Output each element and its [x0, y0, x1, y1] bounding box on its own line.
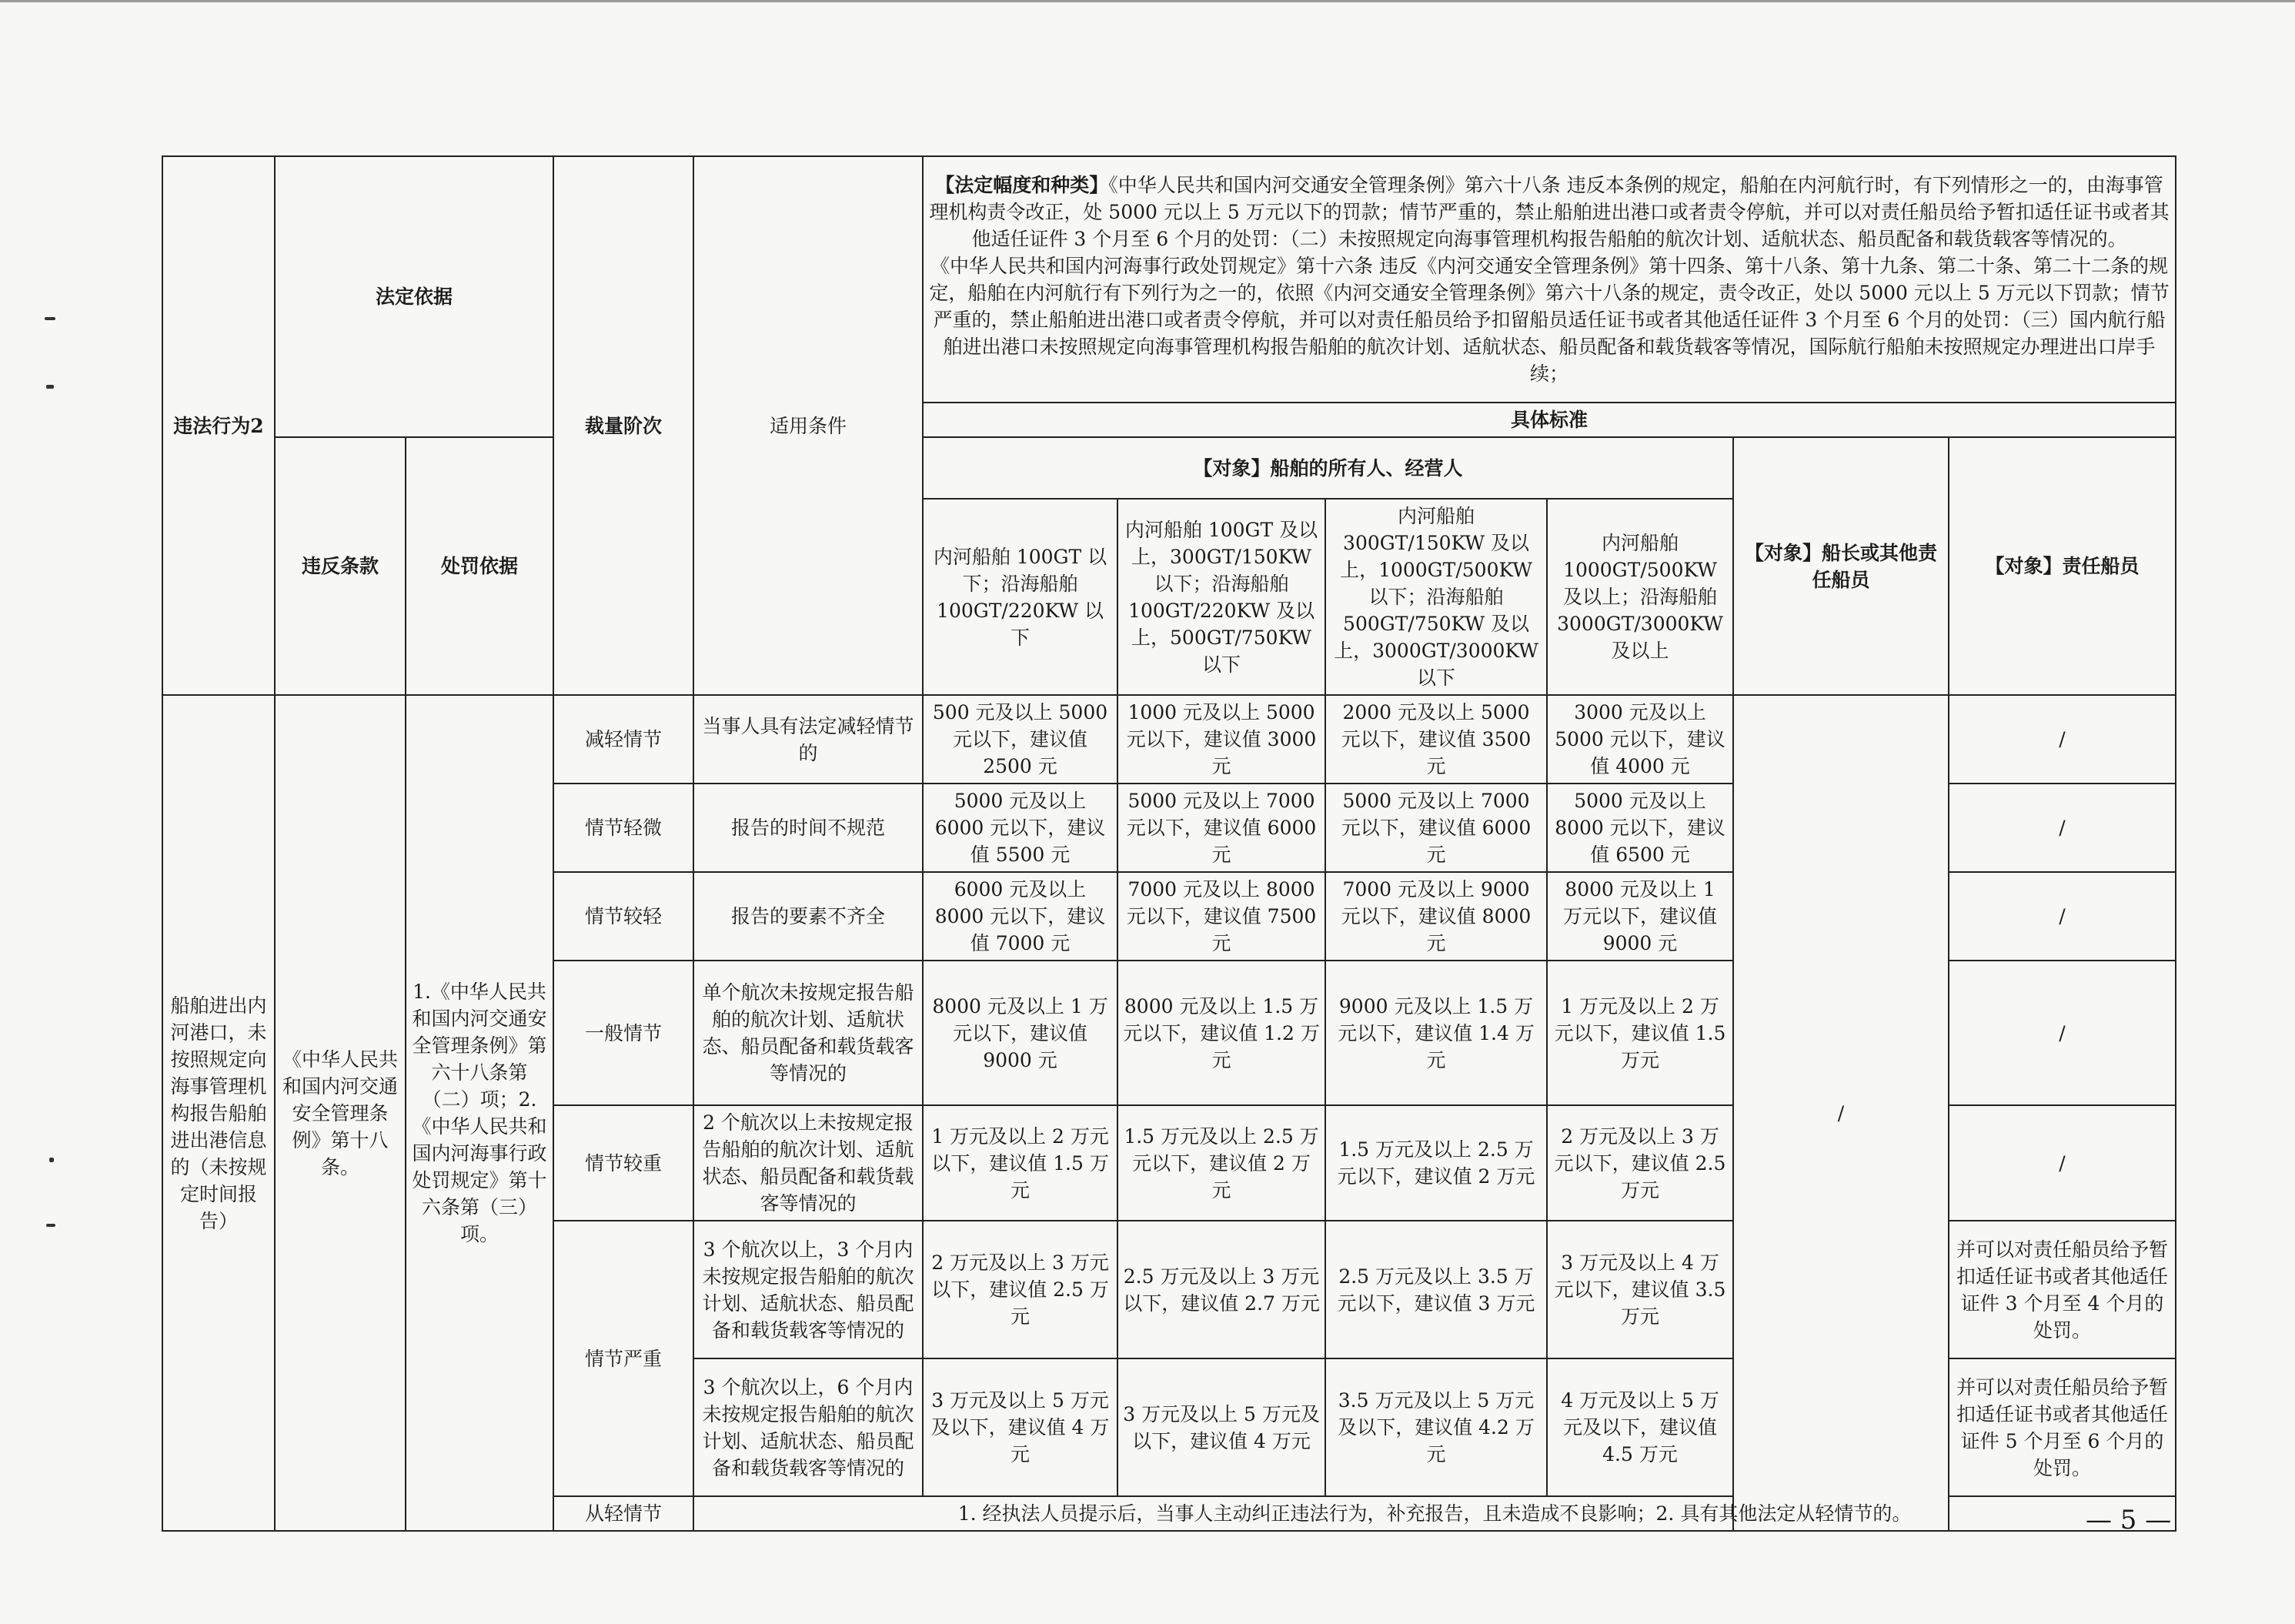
violated-clause: 《中华人民共和国内河交通安全管理条例》第十八条。 [275, 695, 406, 1531]
level-cell: 情节严重 [553, 1221, 693, 1496]
crew-cell: / [1949, 1105, 2176, 1221]
crew-cell: 并可以对责任船员给予暂扣适任证书或者其他适任证件 3 个月至 4 个月的处罚。 [1949, 1221, 2176, 1358]
penalty-standard-table [162, 155, 2176, 1532]
violated-clause-header: 违反条款 [275, 437, 406, 695]
amount-cell: 1.5 万元及以上 2.5 万元以下，建议值 2 万元 [1325, 1105, 1547, 1221]
target-crew-header: 【对象】责任船员 [1949, 437, 2176, 695]
condition-cell: 报告的要素不齐全 [693, 872, 923, 961]
amount-cell: 1.5 万元及以上 2.5 万元以下，建议值 2 万元 [1117, 1105, 1325, 1221]
top-border-line [0, 0, 2295, 2]
legal-text-p2: 《中华人民共和国内河海事行政处罚规定》第十六条 违反《内河交通安全管理条例》第十四条、第十八条、第十九条、第二十条、第二十二条的规定，船舶在内河航行有下列行为之一的，依照《内河交通安全管理条例》第六十八条的规定，责令改正，处以 5000 元以上 5 万元以下罚款；情节严重的，禁止船舶进出港口或者责令停航，并可以对责任船员给予扣留船员适任证书或者其他适任证件 3 个月至 6 个月的处罚：（三）国内航行船舶进出港口未按照规定向海事管理机构报告船舶的航次计划、适航状态、船员配备和载货载客等情况，国际航行船舶未按照规定办理进出口岸手续； [929, 255, 2170, 385]
applicable-conditions-header: 适用条件 [693, 156, 923, 695]
amount-cell: 500 元及以上 5000 元以下，建议值 2500 元 [923, 695, 1117, 784]
page-number: — 5 — [2086, 1505, 2172, 1535]
amount-cell: 8000 元及以上 1 万元以下，建议值 9000 元 [1547, 872, 1733, 961]
amount-cell: 9000 元及以上 1.5 万元以下，建议值 1.4 万元 [1325, 961, 1547, 1105]
crew-cell: / [1949, 872, 2176, 961]
amount-cell: 1 万元及以上 2 万元以下，建议值 1.5 万元 [923, 1105, 1117, 1221]
amount-cell: 1000 元及以上 5000 元以下，建议值 3000 元 [1117, 695, 1325, 784]
amount-cell: 3 万元及以上 5 万元及以下，建议值 4 万元 [923, 1358, 1117, 1496]
tonnage-class-4: 内河船舶 1000GT/500KW 及以上；沿海船舶 3000GT/3000KW 及以上 [1547, 499, 1733, 695]
level-cell: 从轻情节 [553, 1496, 693, 1531]
condition-cell: 3 个航次以上，6 个月内未按规定报告船舶的航次计划、适航状态、船员配备和载货载客等情况的 [693, 1358, 923, 1496]
amount-cell: 2 万元及以上 3 万元以下，建议值 2.5 万元 [923, 1221, 1117, 1358]
condition-cell: 报告的时间不规范 [693, 784, 923, 872]
specific-standards-header: 具体标准 [923, 403, 2176, 437]
condition-cell: 3 个航次以上，3 个月内未按规定报告船舶的航次计划、适航状态、船员配备和载货载客等情况的 [693, 1221, 923, 1358]
condition-cell: 单个航次未按规定报告船舶的航次计划、适航状态、船员配备和载货载客等情况的 [693, 961, 923, 1105]
amount-cell: 8000 元及以上 1.5 万元以下，建议值 1.2 万元 [1117, 961, 1325, 1105]
violation-description: 船舶进出内河港口，未按照规定向海事管理机构报告船舶进出港信息的（未按规定时间报告） [162, 695, 275, 1531]
penalty-basis: 1.《中华人民共和国内河交通安全管理条例》第六十八条第（二）项；2.《中华人民共和国内河海事行政处罚规定》第十六条第（三）项。 [406, 695, 553, 1531]
legal-range-label: 【法定幅度和种类】 [935, 174, 1109, 196]
margin-mark [46, 1224, 55, 1227]
table-row [162, 695, 2176, 784]
margin-mark [46, 385, 54, 389]
condition-cell: 2 个航次以上未按规定报告船舶的航次计划、适航状态、船员配备和载货载客等情况的 [693, 1105, 923, 1221]
amount-cell: 3.5 万元及以上 5 万元及以下，建议值 4.2 万元 [1325, 1358, 1547, 1496]
level-cell: 情节轻微 [553, 784, 693, 872]
condition-cell: 当事人具有法定减轻情节的 [693, 695, 923, 784]
amount-cell: 5000 元及以上 6000 元以下，建议值 5500 元 [923, 784, 1117, 872]
tonnage-class-1: 内河船舶 100GT 以下；沿海船舶 100GT/220KW 以下 [923, 499, 1117, 695]
crew-cell: 并可以对责任船员给予暂扣适任证书或者其他适任证件 5 个月至 6 个月的处罚。 [1949, 1358, 2176, 1496]
amount-cell: 5000 元及以上 7000 元以下，建议值 6000 元 [1117, 784, 1325, 872]
legal-basis-header: 法定依据 [275, 156, 553, 437]
level-cell: 情节较重 [553, 1105, 693, 1221]
level-cell: 一般情节 [553, 961, 693, 1105]
amount-cell: 3 万元及以上 5 万元及以下，建议值 4 万元 [1117, 1358, 1325, 1496]
amount-cell: 6000 元及以上 8000 元以下，建议值 7000 元 [923, 872, 1117, 961]
legal-basis-text [923, 156, 2176, 403]
tonnage-class-2: 内河船舶 100GT 及以上，300GT/150KW 以下；沿海船舶 100GT/220KW 及以上，500GT/750KW 以下 [1117, 499, 1325, 695]
legal-text-p1: 《中华人民共和国内河交通安全管理条例》第六十八条 违反本条例的规定，船舶在内河航行时，有下列情形之一的，由海事管理机构责令改正，处 5000 元以上 5 万元以下的罚款；情节严重的，禁止船舶进出港口或者责令停航，并可以对责任船员给予暂扣适任证书或者其他适任证件 3 个月至 6 个月的处罚：（二）未按照规定向海事管理机构报告船舶的航次计划、适航状态、船员配备和载货载客等情况的。 [929, 174, 2170, 250]
target-captain-header: 【对象】船长或其他责任船员 [1733, 437, 1949, 695]
amount-cell: 8000 元及以上 1 万元以下，建议值 9000 元 [923, 961, 1117, 1105]
level-cell: 减轻情节 [553, 695, 693, 784]
crew-cell: / [1949, 961, 2176, 1105]
lenient-text: 1. 经执法人员提示后，当事人主动纠正违法行为，补充报告，且未造成不良影响；2. 具有其他法定从轻情节的。 [693, 1496, 2176, 1531]
captain-value: / [1733, 695, 1949, 1531]
amount-cell: 1 万元及以上 2 万元以下，建议值 1.5 万元 [1547, 961, 1733, 1105]
target-owner-header: 【对象】船舶的所有人、经营人 [923, 437, 1733, 499]
amount-cell: 5000 元及以上 8000 元以下，建议值 6500 元 [1547, 784, 1733, 872]
margin-mark [49, 1158, 54, 1162]
margin-mark [45, 317, 55, 320]
amount-cell: 3000 元及以上 5000 元以下，建议值 4000 元 [1547, 695, 1733, 784]
crew-cell: / [1949, 784, 2176, 872]
crew-cell: / [1949, 695, 2176, 784]
level-cell: 情节较轻 [553, 872, 693, 961]
violation-title: 违法行为2 [162, 156, 275, 695]
amount-cell: 2.5 万元及以上 3.5 万元以下，建议值 3 万元 [1325, 1221, 1547, 1358]
penalty-basis-header: 处罚依据 [406, 437, 553, 695]
amount-cell: 3 万元及以上 4 万元以下，建议值 3.5 万元 [1547, 1221, 1733, 1358]
amount-cell: 4 万元及以上 5 万元及以下，建议值 4.5 万元 [1547, 1358, 1733, 1496]
amount-cell: 2.5 万元及以上 3 万元以下，建议值 2.7 万元 [1117, 1221, 1325, 1358]
discretion-level-header: 裁量阶次 [553, 156, 693, 695]
tonnage-class-3: 内河船舶 300GT/150KW 及以上，1000GT/500KW 以下；沿海船舶 500GT/750KW 及以上，3000GT/3000KW 以下 [1325, 499, 1547, 695]
amount-cell: 5000 元及以上 7000 元以下，建议值 6000 元 [1325, 784, 1547, 872]
amount-cell: 2 万元及以上 3 万元以下，建议值 2.5 万元 [1547, 1105, 1733, 1221]
amount-cell: 7000 元及以上 8000 元以下，建议值 7500 元 [1117, 872, 1325, 961]
amount-cell: 7000 元及以上 9000 元以下，建议值 8000 元 [1325, 872, 1547, 961]
amount-cell: 2000 元及以上 5000 元以下，建议值 3500 元 [1325, 695, 1547, 784]
